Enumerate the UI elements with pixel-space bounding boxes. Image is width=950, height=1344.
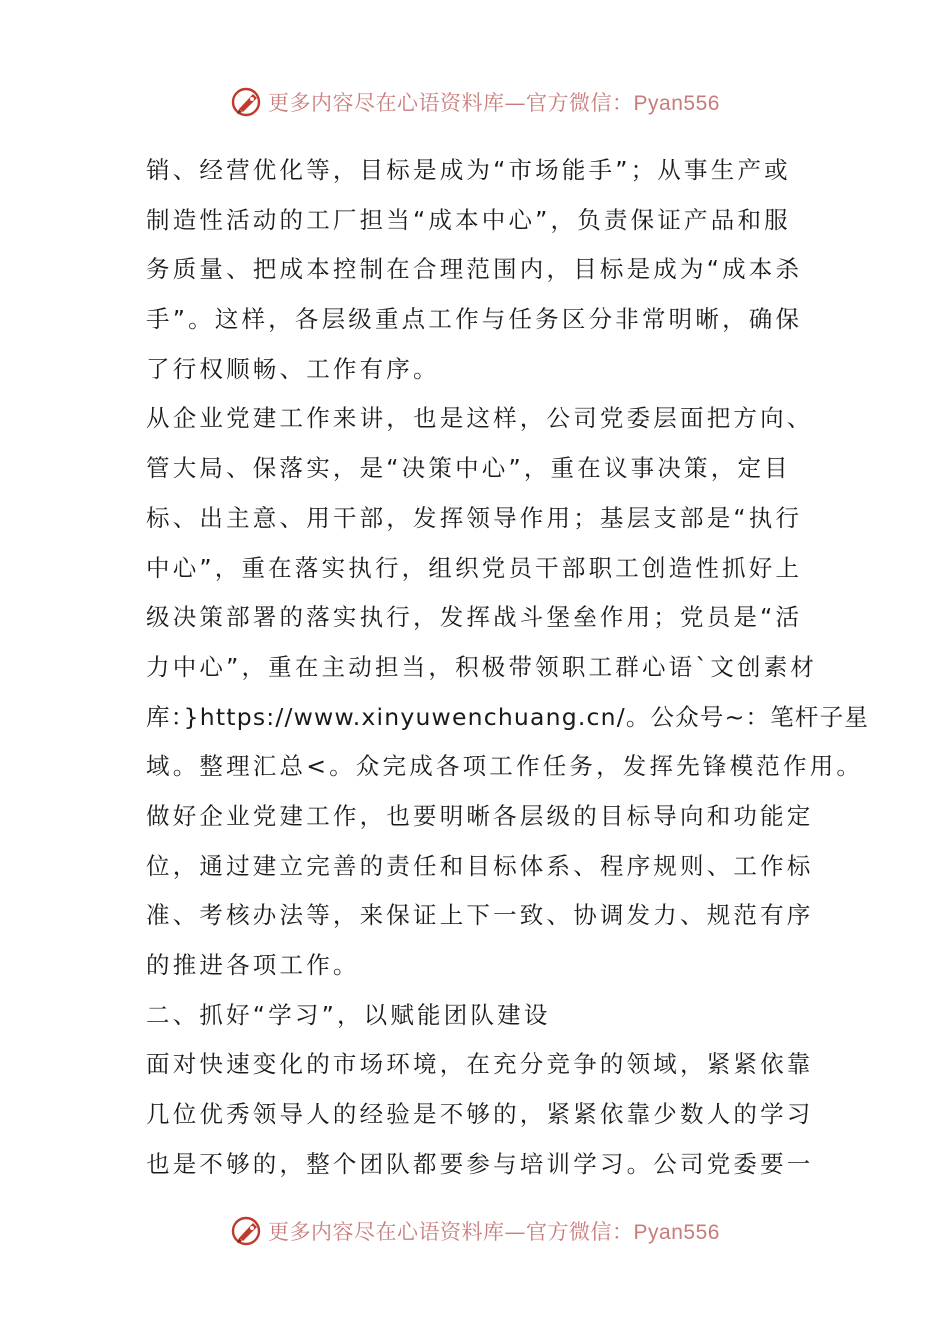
text-line: 的推进各项工作。 xyxy=(146,951,360,979)
footer-banner xyxy=(0,1209,950,1253)
banner-slogan: 更多内容尽在心语资料库—官方微信： xyxy=(268,91,634,115)
pen-logo-icon xyxy=(230,1214,264,1248)
text-line: 几位优秀领导人的经验是不够的，紧紧依靠少数人的学习 xyxy=(146,1100,814,1129)
header-banner xyxy=(0,80,950,124)
wechat-handle: Pyan556 xyxy=(633,92,720,115)
text-line: 力中心”，重在主动担当，积极带领职工群心语`文创素材 xyxy=(146,652,818,681)
text-line-with-link: 库：}https://www.xinyuwenchuang.cn/。公众号~：笔杆子星 xyxy=(146,702,870,731)
text-line: 制造性活动的工厂担当“成本中心”，负责保证产品和服 xyxy=(146,205,791,234)
text-line: 手”。这样，各层级重点工作与任务区分非常明晰，确保 xyxy=(146,305,803,334)
text-line: 从企业党建工作来讲，也是这样，公司党委层面把方向、 xyxy=(146,404,814,433)
section-heading: 二、抓好“学习”，以赋能团队建设 xyxy=(146,1000,551,1029)
text-line: 了行权顺畅、工作有序。 xyxy=(146,354,440,383)
text-line: 也是不够的，整个团队都要参与培训学习。公司党委要一 xyxy=(146,1149,814,1178)
document-body xyxy=(146,146,870,1189)
text-line: 准、考核办法等，来保证上下一致、协调发力、规范有序 xyxy=(146,901,814,930)
text-line: 管大局、保落实，是“决策中心”，重在议事决策，定目 xyxy=(146,454,791,483)
pen-logo-icon xyxy=(230,85,264,119)
banner-text xyxy=(268,87,720,117)
banner-text xyxy=(268,1216,720,1246)
text-line: 做好企业党建工作，也要明晰各层级的目标导向和功能定 xyxy=(146,801,814,830)
banner-slogan: 更多内容尽在心语资料库—官方微信： xyxy=(268,1220,634,1244)
text-line: 级决策部署的落实执行，发挥战斗堡垒作用；党员是“活 xyxy=(146,603,803,632)
text-line: 销、经营优化等，目标是成为“市场能手”；从事生产或 xyxy=(146,156,791,184)
text-line: 标、出主意、用干部，发挥领导作用；基层支部是“执行 xyxy=(146,503,803,532)
text-line: 域。整理汇总<。众完成各项工作任务，发挥先锋模范作用。 xyxy=(146,752,864,781)
text-line: 位，通过建立完善的责任和目标体系、程序规则、工作标 xyxy=(146,851,814,880)
wechat-handle: Pyan556 xyxy=(633,1221,720,1244)
text-line: 中心”，重在落实执行，组织党员干部职工创造性抓好上 xyxy=(146,553,803,582)
text-line: 面对快速变化的市场环境，在充分竞争的领域，紧紧依靠 xyxy=(146,1050,814,1079)
text-line: 务质量、把成本控制在合理范围内，目标是成为“成本杀 xyxy=(146,255,803,284)
